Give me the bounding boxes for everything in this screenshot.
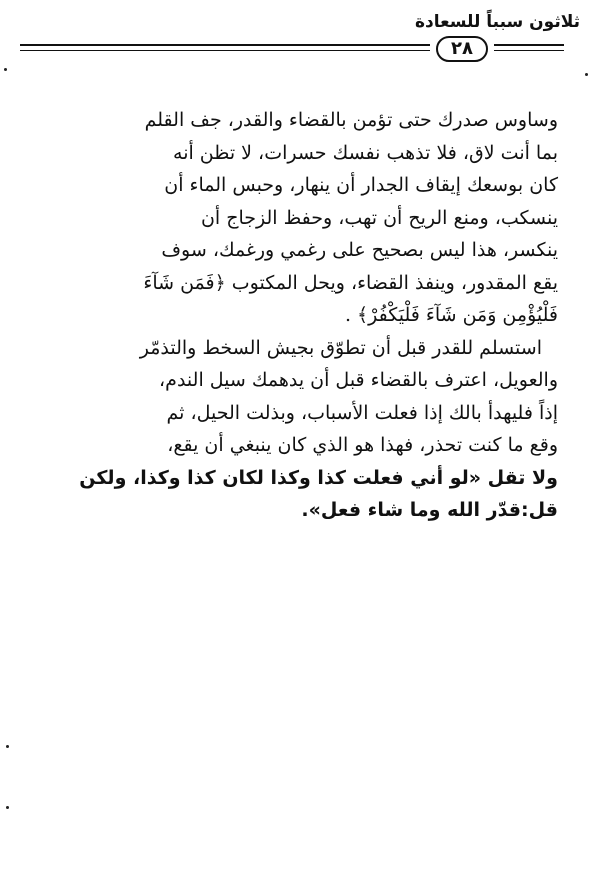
margin-mark <box>4 68 7 71</box>
margin-mark <box>585 73 588 76</box>
text-line: يقع المقدور، وينفذ القضاء، ويحل المكتوب ﴿فَمَن شَآءَ <box>143 271 558 294</box>
text-line: استسلم للقدر قبل أن تطوّق بجيش السخط والتذمّر <box>139 336 542 359</box>
text-line: بما أنت لاق، فلا تذهب نفسك حسرات، لا تظن أنه <box>173 141 558 164</box>
text-line-bold: قل:قدّر الله وما شاء فعل». <box>301 499 558 521</box>
text-line-bold: ولا تقل «لو أني فعلت كذا وكذا لكان كذا وكذا، ولكن <box>79 466 558 489</box>
text-line: وقع ما كنت تحذر، فهذا هو الذي كان ينبغي أن يقع، <box>167 434 558 456</box>
paragraph-2 <box>28 332 558 527</box>
text-line-quran: فَلْيُؤْمِن وَمَن شَآءَ فَلْيَكْفُرْ﴾ . <box>344 304 558 326</box>
text-line: والعويل، اعترف بالقضاء قبل أن يدهمك سيل الندم، <box>159 369 558 391</box>
page-number-badge: ٢٨ <box>436 36 488 62</box>
body-text <box>28 104 558 527</box>
margin-mark <box>6 806 9 809</box>
header-rule-right-thin <box>494 50 564 51</box>
running-title: ثلاثون سبباً للسعادة <box>415 12 581 32</box>
text-line: كان بوسعك إيقاف الجدار أن ينهار، وحبس الماء أن <box>164 174 558 196</box>
header-rule-right <box>494 44 564 46</box>
text-line: ينسكب، ومنع الريح أن تهب، وحفظ الزجاج أن <box>200 206 558 229</box>
header-rule-left <box>20 44 430 46</box>
margin-mark <box>6 745 9 748</box>
header-rule-left-thin <box>20 50 430 51</box>
text-line: إذاً فليهدأ بالك إذا فعلت الأسباب، وبذلت الحيل، ثم <box>166 401 558 424</box>
text-line: وساوس صدرك حتى تؤمن بالقضاء والقدر، جف القلم <box>144 109 558 131</box>
paragraph-1 <box>28 104 558 332</box>
text-line: ينكسر، هذا ليس بصحيح على رغمي ورغمك، سوف <box>161 239 558 261</box>
